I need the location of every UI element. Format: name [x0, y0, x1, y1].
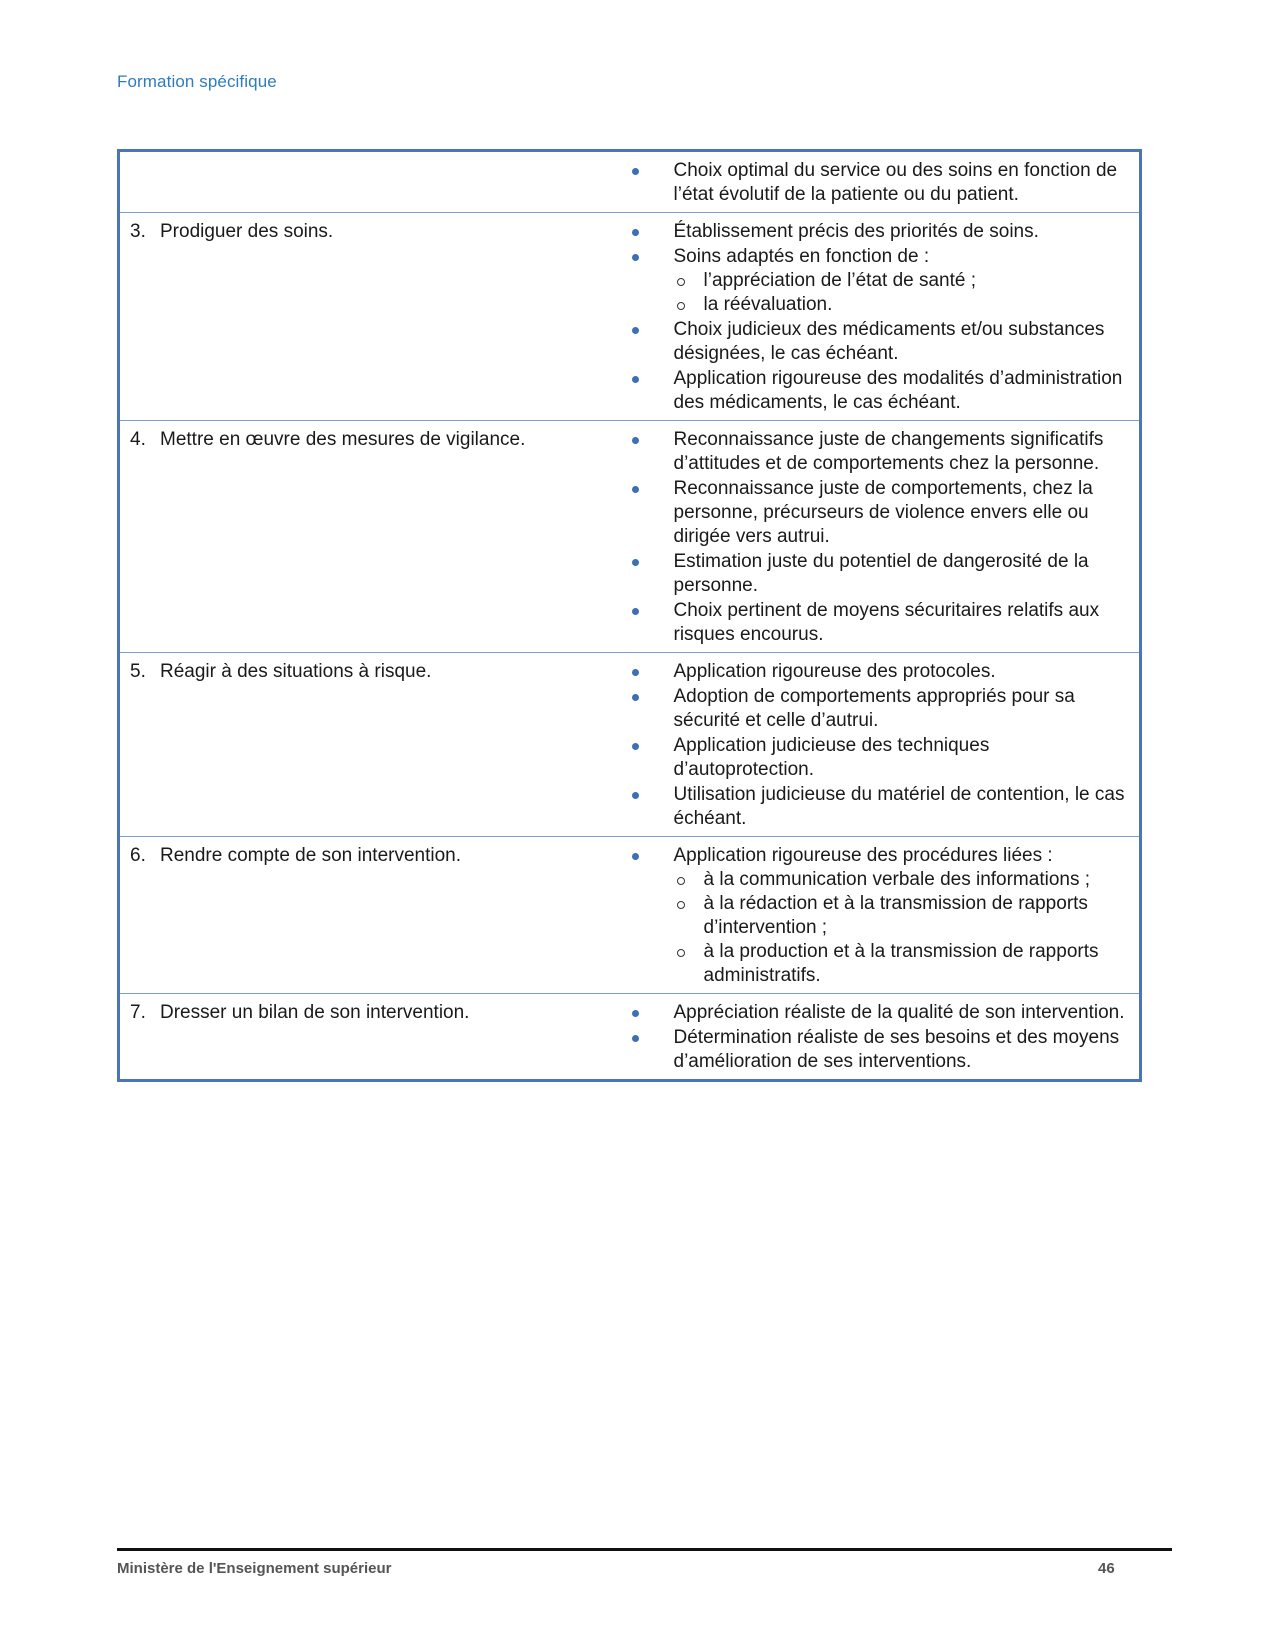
criterion-text: Estimation juste du potentiel de dangerosité de la personne. [673, 551, 1089, 596]
criterion-item [629, 367, 1132, 415]
element-number: 7. [130, 1002, 146, 1023]
footer-ministry: Ministère de l'Enseignement supérieur [117, 1560, 392, 1577]
criterion-item [629, 1001, 1132, 1025]
sub-criterion-text: à la rédaction et à la transmission de rapports d’intervention ; [703, 893, 1088, 938]
bullet-icon [632, 743, 639, 750]
criterion-item [629, 220, 1132, 244]
criteria-cell [619, 213, 1141, 421]
sub-criterion-item [674, 940, 1132, 988]
table-row [119, 151, 1141, 213]
bullet-icon [632, 694, 639, 701]
sub-criterion-text: la réévaluation. [703, 294, 833, 315]
table-row [119, 653, 1141, 837]
sub-criterion-text: à la production et à la transmission de rapports administratifs. [703, 941, 1099, 986]
sub-criterion-item [674, 868, 1132, 892]
circle-bullet-icon [677, 278, 685, 286]
criteria-cell [619, 421, 1141, 653]
bullet-icon [632, 1035, 639, 1042]
bullet-icon [632, 254, 639, 261]
criterion-text: Reconnaissance juste de changements significatifs d’attitudes et de comportements chez la personne. [673, 429, 1104, 474]
criterion-item [629, 599, 1132, 647]
criteria-list [627, 660, 1132, 831]
competency-element [128, 844, 611, 868]
criterion-item [629, 1026, 1132, 1074]
bullet-icon [632, 792, 639, 799]
element-number: 3. [130, 221, 146, 242]
bullet-icon [632, 327, 639, 334]
element-text: Rendre compte de son intervention. [160, 845, 462, 866]
criteria-list [627, 844, 1132, 988]
element-cell [119, 837, 619, 994]
page-header-title: Formation spécifique [117, 72, 277, 91]
sub-criterion-item [674, 293, 1132, 317]
element-cell [119, 151, 619, 213]
circle-bullet-icon [677, 302, 685, 310]
element-text: Réagir à des situations à risque. [160, 661, 432, 682]
bullet-icon [632, 376, 639, 383]
criteria-list [627, 428, 1132, 647]
criteria-cell [619, 994, 1141, 1081]
bullet-icon [632, 229, 639, 236]
table-row [119, 213, 1141, 421]
criterion-text: Application rigoureuse des procédures liées : [673, 845, 1053, 866]
footer-divider [117, 1548, 1172, 1551]
competency-element [128, 428, 611, 452]
criterion-text: Établissement précis des priorités de soins. [673, 221, 1039, 242]
criterion-text: Application rigoureuse des protocoles. [673, 661, 996, 682]
criteria-cell [619, 151, 1141, 213]
criterion-item [629, 685, 1132, 733]
bullet-icon [632, 437, 639, 444]
criterion-item [629, 159, 1132, 207]
element-text: Mettre en œuvre des mesures de vigilance. [160, 429, 526, 450]
bullet-icon [632, 486, 639, 493]
sub-criterion-item [674, 892, 1132, 940]
criteria-list [627, 220, 1132, 415]
element-cell [119, 421, 619, 653]
bullet-icon [632, 669, 639, 676]
sub-criteria-list [674, 868, 1132, 988]
page-number: 46 [1098, 1560, 1115, 1577]
table-row [119, 994, 1141, 1081]
criterion-item [629, 783, 1132, 831]
bullet-icon [632, 1010, 639, 1017]
bullet-icon [632, 168, 639, 175]
criterion-item [629, 428, 1132, 476]
criterion-text: Reconnaissance juste de comportements, chez la personne, précurseurs de violence envers elle ou dirigée vers autrui. [673, 478, 1093, 547]
criteria-cell [619, 653, 1141, 837]
criterion-text: Choix judicieux des médicaments et/ou substances désignées, le cas échéant. [673, 319, 1105, 364]
element-number: 5. [130, 661, 146, 682]
circle-bullet-icon [677, 901, 685, 909]
element-number: 4. [130, 429, 146, 450]
criterion-text: Appréciation réaliste de la qualité de son intervention. [673, 1002, 1125, 1023]
criterion-text: Application rigoureuse des modalités d’administration des médicaments, le cas échéant. [673, 368, 1123, 413]
element-cell [119, 653, 619, 837]
criteria-list [627, 1001, 1132, 1074]
criterion-text: Application judicieuse des techniques d’autoprotection. [673, 735, 990, 780]
criterion-text: Choix optimal du service ou des soins en fonction de l’état évolutif de la patiente ou du patient. [673, 160, 1118, 205]
sub-criterion-text: à la communication verbale des informations ; [703, 869, 1091, 890]
criterion-text: Détermination réaliste de ses besoins et des moyens d’amélioration de ses interventions. [673, 1027, 1120, 1072]
sub-criterion-item [674, 269, 1132, 293]
criterion-item [629, 318, 1132, 366]
criterion-item [629, 477, 1132, 549]
bullet-icon [632, 853, 639, 860]
competency-element [128, 660, 611, 684]
competency-criteria-table [117, 149, 1142, 1082]
sub-criteria-list [674, 269, 1132, 317]
element-text: Prodiguer des soins. [160, 221, 334, 242]
table-row [119, 421, 1141, 653]
criterion-item [629, 844, 1132, 988]
element-text: Dresser un bilan de son intervention. [160, 1002, 470, 1023]
criteria-list [627, 159, 1132, 207]
bullet-icon [632, 608, 639, 615]
sub-criterion-text: l’appréciation de l’état de santé ; [703, 270, 977, 291]
element-number: 6. [130, 845, 146, 866]
criteria-cell [619, 837, 1141, 994]
criterion-text: Utilisation judicieuse du matériel de contention, le cas échéant. [673, 784, 1125, 829]
criterion-item [629, 734, 1132, 782]
circle-bullet-icon [677, 949, 685, 957]
table-body [119, 151, 1141, 1081]
criterion-item [629, 550, 1132, 598]
criterion-text: Soins adaptés en fonction de : [673, 246, 930, 267]
criterion-text: Choix pertinent de moyens sécuritaires relatifs aux risques encourus. [673, 600, 1100, 645]
element-cell [119, 213, 619, 421]
element-cell [119, 994, 619, 1081]
competency-element [128, 1001, 611, 1025]
table-row [119, 837, 1141, 994]
criterion-item [629, 660, 1132, 684]
circle-bullet-icon [677, 877, 685, 885]
criterion-text: Adoption de comportements appropriés pour sa sécurité et celle d’autrui. [673, 686, 1075, 731]
competency-element [128, 220, 611, 244]
bullet-icon [632, 559, 639, 566]
criterion-item [629, 245, 1132, 317]
